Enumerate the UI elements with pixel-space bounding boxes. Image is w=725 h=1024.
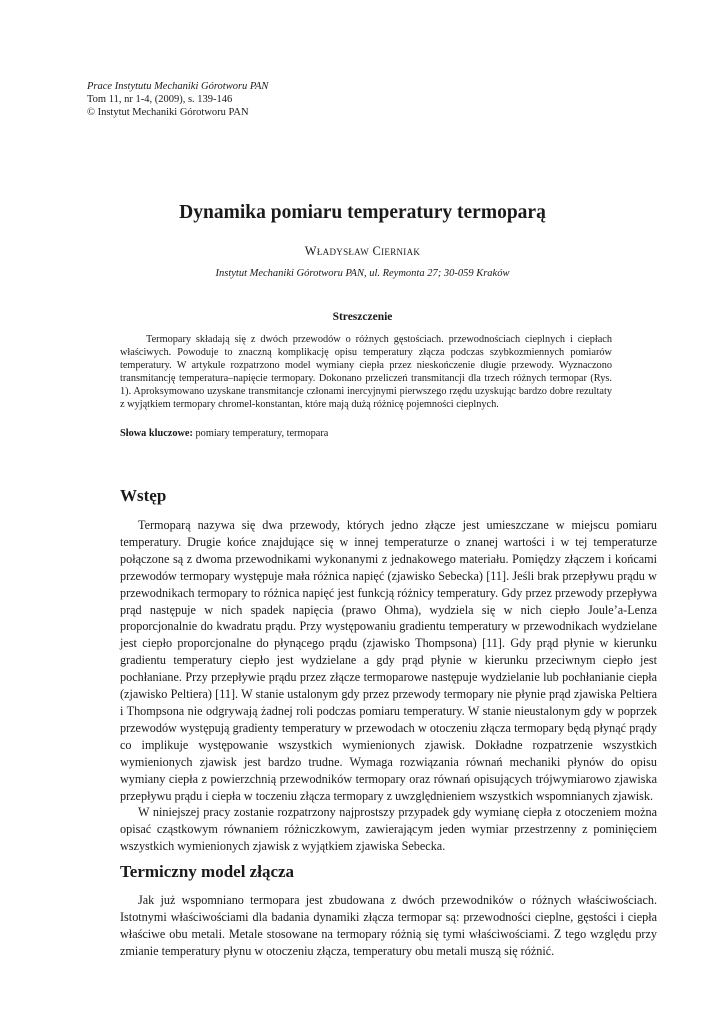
author-name: Władysław Cierniak: [304, 244, 421, 258]
paragraph: W niniejszej pracy zostanie rozpatrzony najprostszy przypadek gdy wymianę ciepła z otoczeniem można opisać cząstkowym równaniem różniczkowym, zawierającym jeden wymiar przestrzenny z pominięciem wszystkich wymienionych zjawisk z wyjątkiem zjawiska Sebecka.: [120, 805, 657, 854]
abstract-heading: Streszczenie: [332, 311, 393, 323]
author-affiliation: Instytut Mechaniki Górotworu PAN, ul. Reymonta 27; 30-059 Kraków: [215, 268, 510, 279]
keywords-label: Słowa kluczowe:: [120, 428, 193, 439]
journal-header: [87, 80, 268, 119]
section-body-intro: [120, 517, 657, 855]
section-body-thermal-model: [120, 892, 657, 960]
paper-title: Dynamika pomiaru temperatury termoparą: [179, 202, 546, 223]
paragraph: Jak już wspomniano termopara jest zbudowana z dwóch przewodników o różnych właściwościach. Istotnymi właściwościami dla badania dynamiki złącza termopar są: przewodności cieplne, gęstości i ciepła właściwe obu metali. Metale stosowane na termopary różnią się tymi właściwościami. Z tego względu przy zmianie temperatury płynu w otoczeniu złącza, temperatury obu metali muszą się różnić.: [120, 893, 657, 958]
journal-name: Prace Instytutu Mechaniki Górotworu PAN: [87, 81, 269, 92]
section-heading-thermal-model: Termiczny model złącza: [120, 862, 295, 881]
keywords: [120, 427, 612, 440]
keywords-value: pomiary temperatury, termopara: [195, 428, 329, 439]
volume-info: Tom 11, nr 1-4, (2009), s. 139-146: [87, 94, 233, 105]
copyright-line: © Instytut Mechaniki Górotworu PAN: [87, 107, 249, 118]
abstract-text: Termopary składają się z dwóch przewodów o różnych gęstościach. przewodnościach cieplnych i ciepłach właściwych. Powoduje to znaczną komplikację opisu temperatury złącza podczas szybkozmiennych pomiarów temperatury. W artykule rozpatrzono model wymiany ciepła przez nieskończenie długie przewody. Wyznaczono transmitancję temperatura–napięcie termopary. Dokonano przeliczeń transmitancji dla trzech różnych termopar (Rys. 1). Aproksymowano uzyskane transmitancje członami inercyjnymi pierwszego rzędu uzyskując bardzo dobre rezultaty z wyjątkiem termopary chromel-konstantan, które mają dużą różnicę pojemności cieplnych.: [120, 334, 612, 411]
section-heading-intro: Wstęp: [120, 486, 167, 505]
paragraph: Termoparą nazywa się dwa przewody, których jedno złącze jest umieszczane w miejscu pomiaru temperatury. Drugie końce znajdujące się w innej temperaturze o znanej wartości i w tej temperaturze połączone są z dwoma przewodnikami wykonanymi z jednakowego materiału. Pomiędzy złączem i końcami przewodów termopary występuje mała różnica napięć (zjawisko Sebecka) [11]. Jeśli brak przepływu prądu w przewodnikach termopary to różnica napięć jest funkcją różnicy temperatury. Gdy przez przewody przepływa prąd następuje w nich spadek napięcia (prawo Ohma), wydziela się w nich ciepło Joule’a-Lenza proporcjonalnie do kwadratu prądu. Przy występowaniu gradientu temperatury w przewodnikach wydzielane jest ciepło proporcjonalne do płynącego prądu (zjawisko Thompsona) [11]. Gdy prąd płynie w kierunku gradientu temperatury ciepło jest wydzielane a gdy prąd płynie w kierunku przeciwnym ciepło jest pochłaniane. Przy przepływie prądu przez złącze termoparowe następuje wydzielanie lub pochłanianie ciepła (zjawisko Peltiera) [11]. W stanie ustalonym gdy przez przewody termopary nie płynie prąd zjawiska Peltiera i Thompsona nie odgrywają żadnej roli podczas pomiaru temperatury. W stanie nieustalonym gdy w poprzek przewodów występują gradienty temperatury w przewodach w otoczeniu złącza termopary będą płynąć prądy co implikuje występowanie wszystkich wymienionych zjawisk. Dokładne rozpatrzenie wszystkich wymienionych zjawisk jest bardzo trudne. Wymaga rozwiązania równań mechaniki płynów do opisu wymiany ciepła z powierzchnią przewodników termopary oraz równań opisujących trójwymiarowo zjawiska przepływu prądu i ciepła w toczeniu złącza termopary z uwzględnieniem wszystkich wspomnianych zjawisk.: [120, 518, 657, 803]
